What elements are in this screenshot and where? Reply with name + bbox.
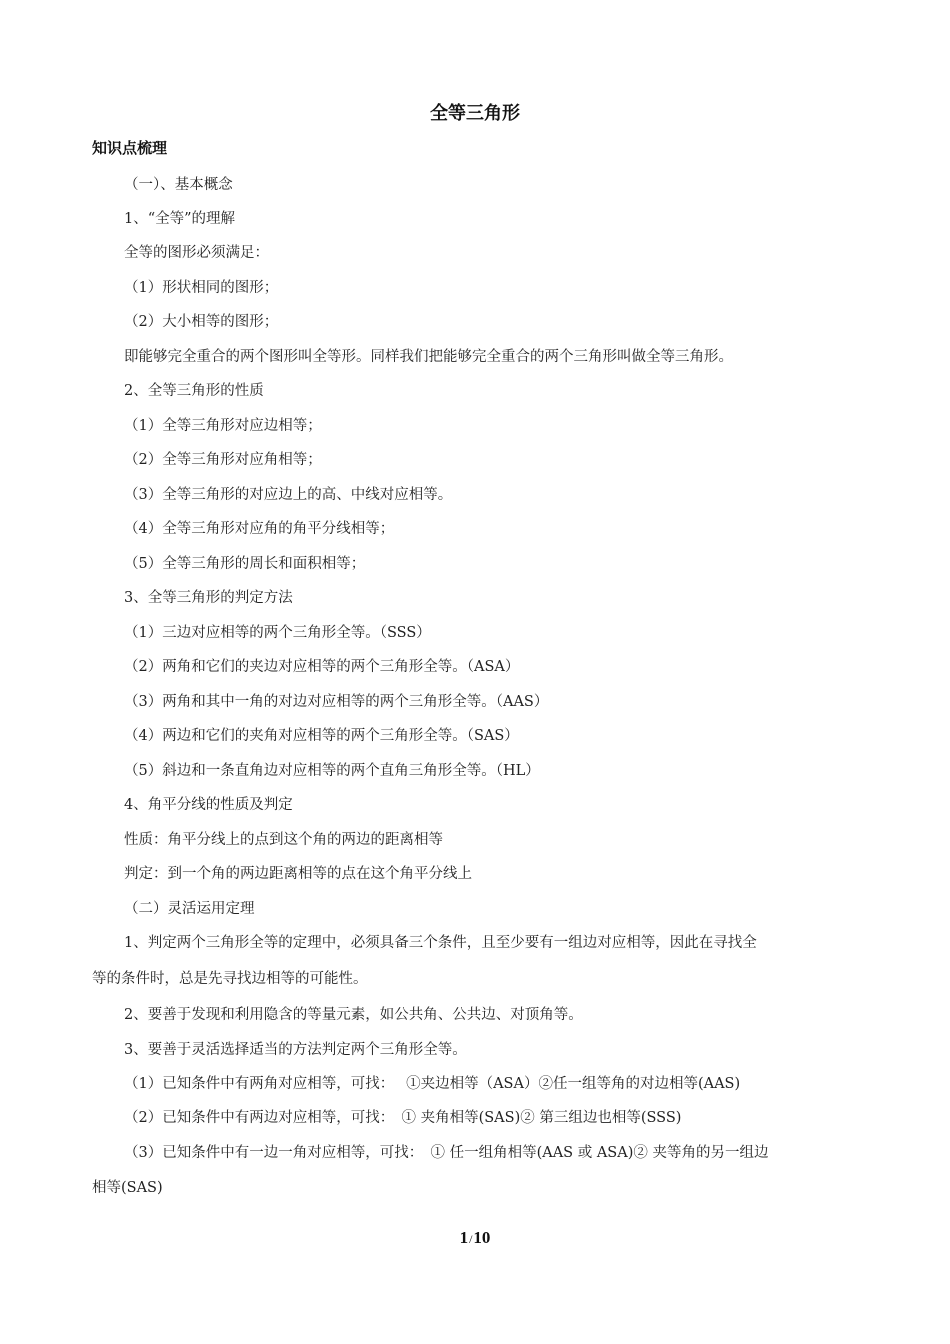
text-line: 3、全等三角形的判定方法	[124, 590, 293, 606]
text-line: （一）、基本概念	[124, 177, 233, 193]
page-total: 10	[473, 1228, 491, 1247]
text-line: 性质：角平分线上的点到这个角的两边的距离相等	[124, 832, 443, 848]
text-line: 即能够完全重合的两个图形叫全等形。同样我们把能够完全重合的两个三角形叫做全等三角形。	[124, 349, 733, 365]
page-separator: /	[469, 1232, 473, 1246]
text-line: （1）已知条件中有两角对应相等，可找： ①夹边相等（ASA）②任一组等角的对边相等(AAS)	[124, 1076, 741, 1092]
text-line: 判定：到一个角的两边距离相等的点在这个角平分线上	[124, 866, 472, 882]
text-line: （5）斜边和一条直角边对应相等的两个直角三角形全等。（HL）	[124, 763, 540, 779]
page-title: 全等三角形	[430, 103, 520, 124]
text-line: 等的条件时，总是先寻找边相等的可能性。	[92, 971, 368, 987]
text-line: （4）全等三角形对应角的角平分线相等；	[124, 521, 395, 537]
text-line: （4）两边和它们的夹角对应相等的两个三角形全等。（SAS）	[124, 728, 519, 744]
text-line: （2）大小相等的图形；	[124, 314, 279, 330]
text-line: （3）已知条件中有一边一角对应相等，可找： ① 任一组角相等(AAS 或 ASA)② 夹等角的另一组边	[124, 1145, 769, 1161]
text-line: （3）两角和其中一角的对边对应相等的两个三角形全等。（AAS）	[124, 694, 549, 710]
text-line: （1）三边对应相等的两个三角形全等。（SSS）	[124, 625, 431, 641]
text-line: （2）已知条件中有两边对应相等，可找： ① 夹角相等(SAS)② 第三组边也相等(SSS)	[124, 1110, 682, 1126]
text-line: 4、角平分线的性质及判定	[124, 797, 293, 813]
text-line: 全等的图形必须满足：	[124, 245, 269, 261]
page-current: 1	[459, 1228, 469, 1247]
text-line: 1、判定两个三角形全等的定理中，必须具备三个条件，且至少要有一组边对应相等，因此在寻找全	[124, 935, 757, 951]
text-line: （1）全等三角形对应边相等；	[124, 418, 322, 434]
text-line: （2）全等三角形对应角相等；	[124, 452, 322, 468]
section-heading: 知识点梳理	[92, 139, 168, 157]
page-number	[0, 1228, 950, 1248]
text-line: （1）形状相同的图形；	[124, 280, 279, 296]
text-line: 相等(SAS)	[92, 1180, 163, 1196]
text-line: （5）全等三角形的周长和面积相等；	[124, 556, 366, 572]
text-line: 2、全等三角形的性质	[124, 383, 264, 399]
text-line: （二）灵活运用定理	[124, 901, 255, 917]
text-line: 1、“全等”的理解	[124, 211, 236, 227]
text-line: （2）两角和它们的夹边对应相等的两个三角形全等。（ASA）	[124, 659, 520, 675]
text-line: 2、要善于发现和利用隐含的等量元素，如公共角、公共边、对顶角等。	[124, 1007, 583, 1023]
text-line: （3）全等三角形的对应边上的高、中线对应相等。	[124, 487, 453, 503]
text-line: 3、要善于灵活选择适当的方法判定两个三角形全等。	[124, 1042, 467, 1058]
